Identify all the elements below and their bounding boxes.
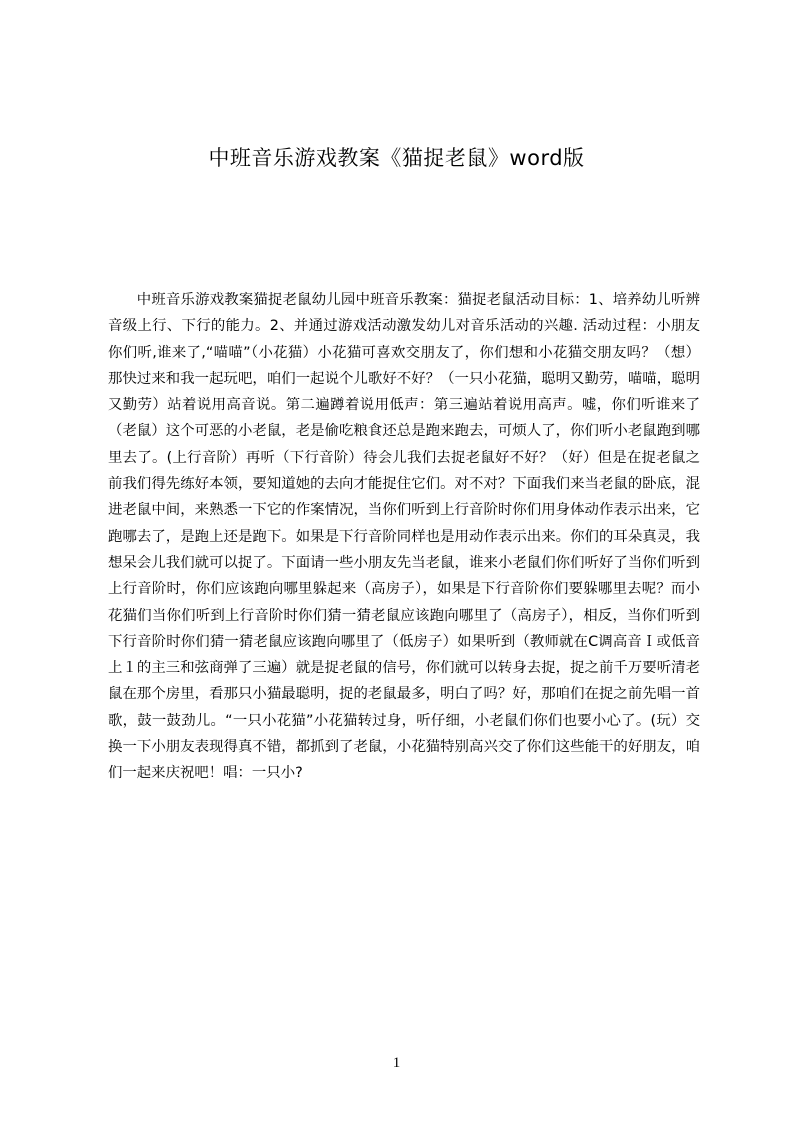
page-number: 1 [392,1055,401,1071]
document-title: 中班音乐游戏教案《猫捉老鼠》word版 [208,146,585,170]
document-body-paragraph: 中班音乐游戏教案猫捉老鼠幼儿园中班音乐教案：猫捉老鼠活动目标：1、培养幼儿听辨音级上行、下行的能力。2、并通过游戏活动激发幼儿对音乐活动的兴趣. 活动过程：小朋友你们听,谁来了,“喵喵”（小花猫）小花猫可喜欢交朋友了，你们想和小花猫交朋友吗？（想）那快过来和我一起玩吧，咱们一起说个儿歌好不好？（一只小花猫，聪明又勤劳，喵喵，聪明又勤劳）站着说用高音说。第二遍蹲着说用低声：第三遍站着说用高声。嘘，你们听谁来了（老鼠）这个可恶的小老鼠，老是偷吃粮食还总是跑来跑去，可烦人了，你们听小老鼠跑到哪里去了。(上行音阶）再听（下行音阶）待会儿我们去捉老鼠好不好？（好）但是在捉老鼠之前我们得先练好本领，要知道她的去向才能捉住它们。对不对？下面我们来当老鼠的卧底，混进老鼠中间，来熟悉一下它的作案情况，当你们听到上行音阶时你们用身体动作表示出来，它跑哪去了，是跑上还是跑下。如果是下行音阶同样也是用动作表示出来。你们的耳朵真灵，我想呆会儿我们就可以捉了。下面请一些小朋友先当老鼠，谁来小老鼠们你们听好了当你们听到上行音阶时，你们应该跑向哪里躲起来（高房子），如果是下行音阶你们要躲哪里去呢？而小花猫们当你们听到上行音阶时你们猜一猜老鼠应该跑向哪里了（高房子），相反，当你们听到下行音阶时你们猜一猜老鼠应该跑向哪里了（低房子）如果听到（教师就在C调高音Ｉ或低音上１的主三和弦商弹了三遍）就是捉老鼠的信号，你们就可以转身去捉，捉之前千万要听清老鼠在那个房里，看那只小猫最聪明，捉的老鼠最多，明白了吗？好，那咱们在捉之前先唱一首歌，鼓一鼓劲儿。“一只小花猫”小花猫转过身，听仔细，小老鼠们你们也要小心了。(玩）交换一下小朋友表现得真不错，都抓到了老鼠，小花猫特别高兴交了你们这些能干的好朋友，咱们一起来庆祝吧！唱：一只小? [108,292,700,782]
